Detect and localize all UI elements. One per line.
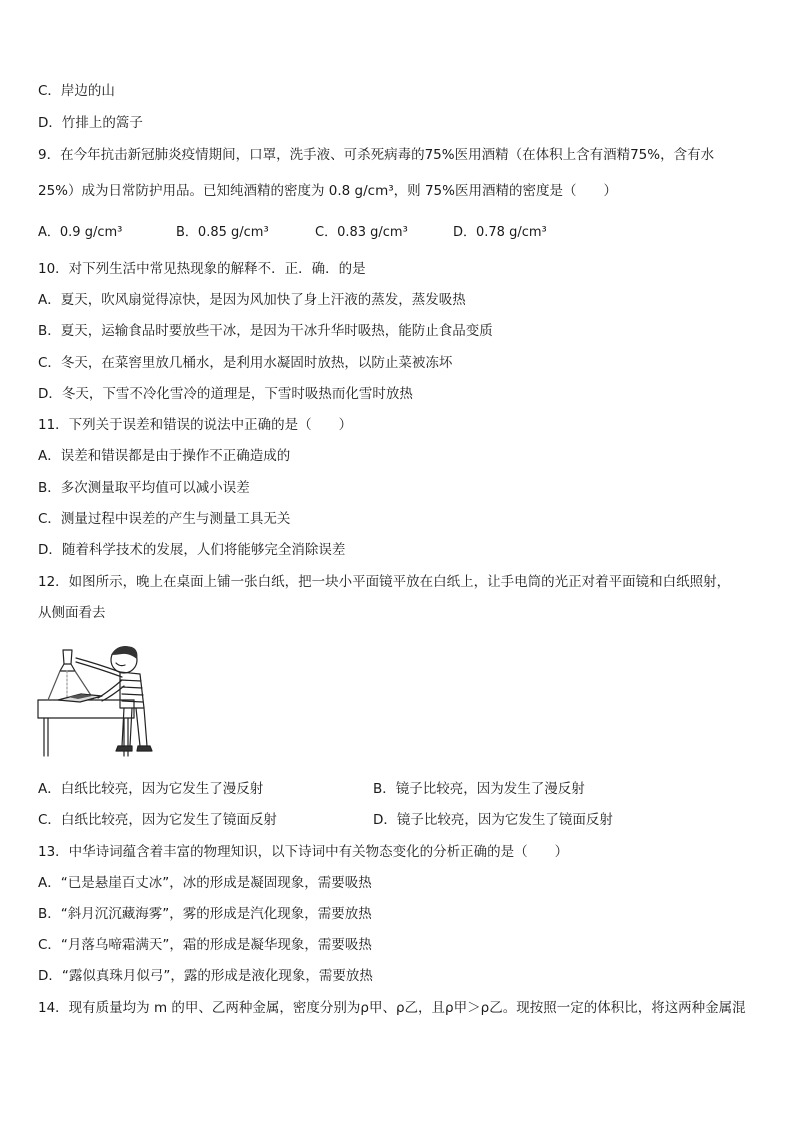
q11-option-c: C．测量过程中误差的产生与测量工具无关 <box>38 511 291 527</box>
q11-option-b: B．多次测量取平均值可以减小误差 <box>38 480 250 496</box>
q9-option-c: C．0.83 g/cm³ <box>315 225 408 240</box>
q10-option-d: D．冬天，下雪不冷化雪冷的道理是，下雪时吸热而化雪时放热 <box>38 386 413 402</box>
prev-option-d: D．竹排上的篙子 <box>38 115 143 131</box>
q12-option-b: B．镜子比较亮，因为发生了漫反射 <box>373 781 585 797</box>
q13-option-a: A．“已是悬崖百丈冰”，冰的形成是凝固现象，需要吸热 <box>38 875 372 891</box>
q10-option-b: B．夏天，运输食品时要放些干冰，是因为干冰升华时吸热，能防止食品变质 <box>38 323 493 339</box>
q11-stem: 11．下列关于误差和错误的说法中正确的是（ ） <box>38 417 353 433</box>
q9-option-b: B．0.85 g/cm³ <box>176 225 269 240</box>
q12-stem-line2: 从侧面看去 <box>38 605 106 621</box>
prev-option-c: C．岸边的山 <box>38 83 115 99</box>
q14-stem-line1: 14．现有质量均为 m 的甲、乙两种金属，密度分别为ρ甲、ρ乙，且ρ甲＞ρ乙。现按照一定的体积比，将这两种金属混 <box>38 1000 746 1016</box>
q13-option-b: B．“斜月沉沉藏海雾”，雾的形成是汽化现象，需要放热 <box>38 906 372 922</box>
q10-option-a: A．夏天，吹风扇觉得凉快，是因为风加快了身上汗液的蒸发，蒸发吸热 <box>38 292 466 308</box>
q9-option-d: D．0.78 g/cm³ <box>453 225 547 240</box>
q12-stem-line1: 12．如图所示，晚上在桌面上铺一张白纸，把一块小平面镜平放在白纸上，让手电筒的光正对着平面镜和白纸照射， <box>38 574 731 590</box>
q12-option-a: A．白纸比较亮，因为它发生了漫反射 <box>38 781 264 797</box>
q12-option-c: C．白纸比较亮，因为它发生了镜面反射 <box>38 812 277 828</box>
flashlight-mirror-figure <box>36 638 181 758</box>
q10-stem: 10．对下列生活中常见热现象的解释不．正．确．的是 <box>38 261 366 277</box>
q13-option-d: D．“露似真珠月似弓”，露的形成是液化现象，需要放热 <box>38 968 373 984</box>
q9-stem-line2: 25%）成为日常防护用品。已知纯酒精的密度为 0.8 g/cm³，则 75%医用酒精的密度是（ ） <box>38 183 617 199</box>
q11-option-d: D．随着科学技术的发展，人们将能够完全消除误差 <box>38 542 346 558</box>
q12-option-d: D．镜子比较亮，因为它发生了镜面反射 <box>373 812 613 828</box>
q10-option-c: C．冬天，在菜窖里放几桶水，是利用水凝固时放热，以防止菜被冻坏 <box>38 355 453 371</box>
q9-option-a: A．0.9 g/cm³ <box>38 225 123 240</box>
q9-stem-line1: 9．在今年抗击新冠肺炎疫情期间，口罩，洗手液、可杀死病毒的75%医用酒精（在体积上含有酒精75%，含有水 <box>38 147 715 163</box>
q13-stem: 13．中华诗词蕴含着丰富的物理知识，以下诗词中有关物态变化的分析正确的是（ ） <box>38 844 569 860</box>
q11-option-a: A．误差和错误都是由于操作不正确造成的 <box>38 448 291 464</box>
q13-option-c: C．“月落乌啼霜满天”，霜的形成是凝华现象，需要吸热 <box>38 937 372 953</box>
